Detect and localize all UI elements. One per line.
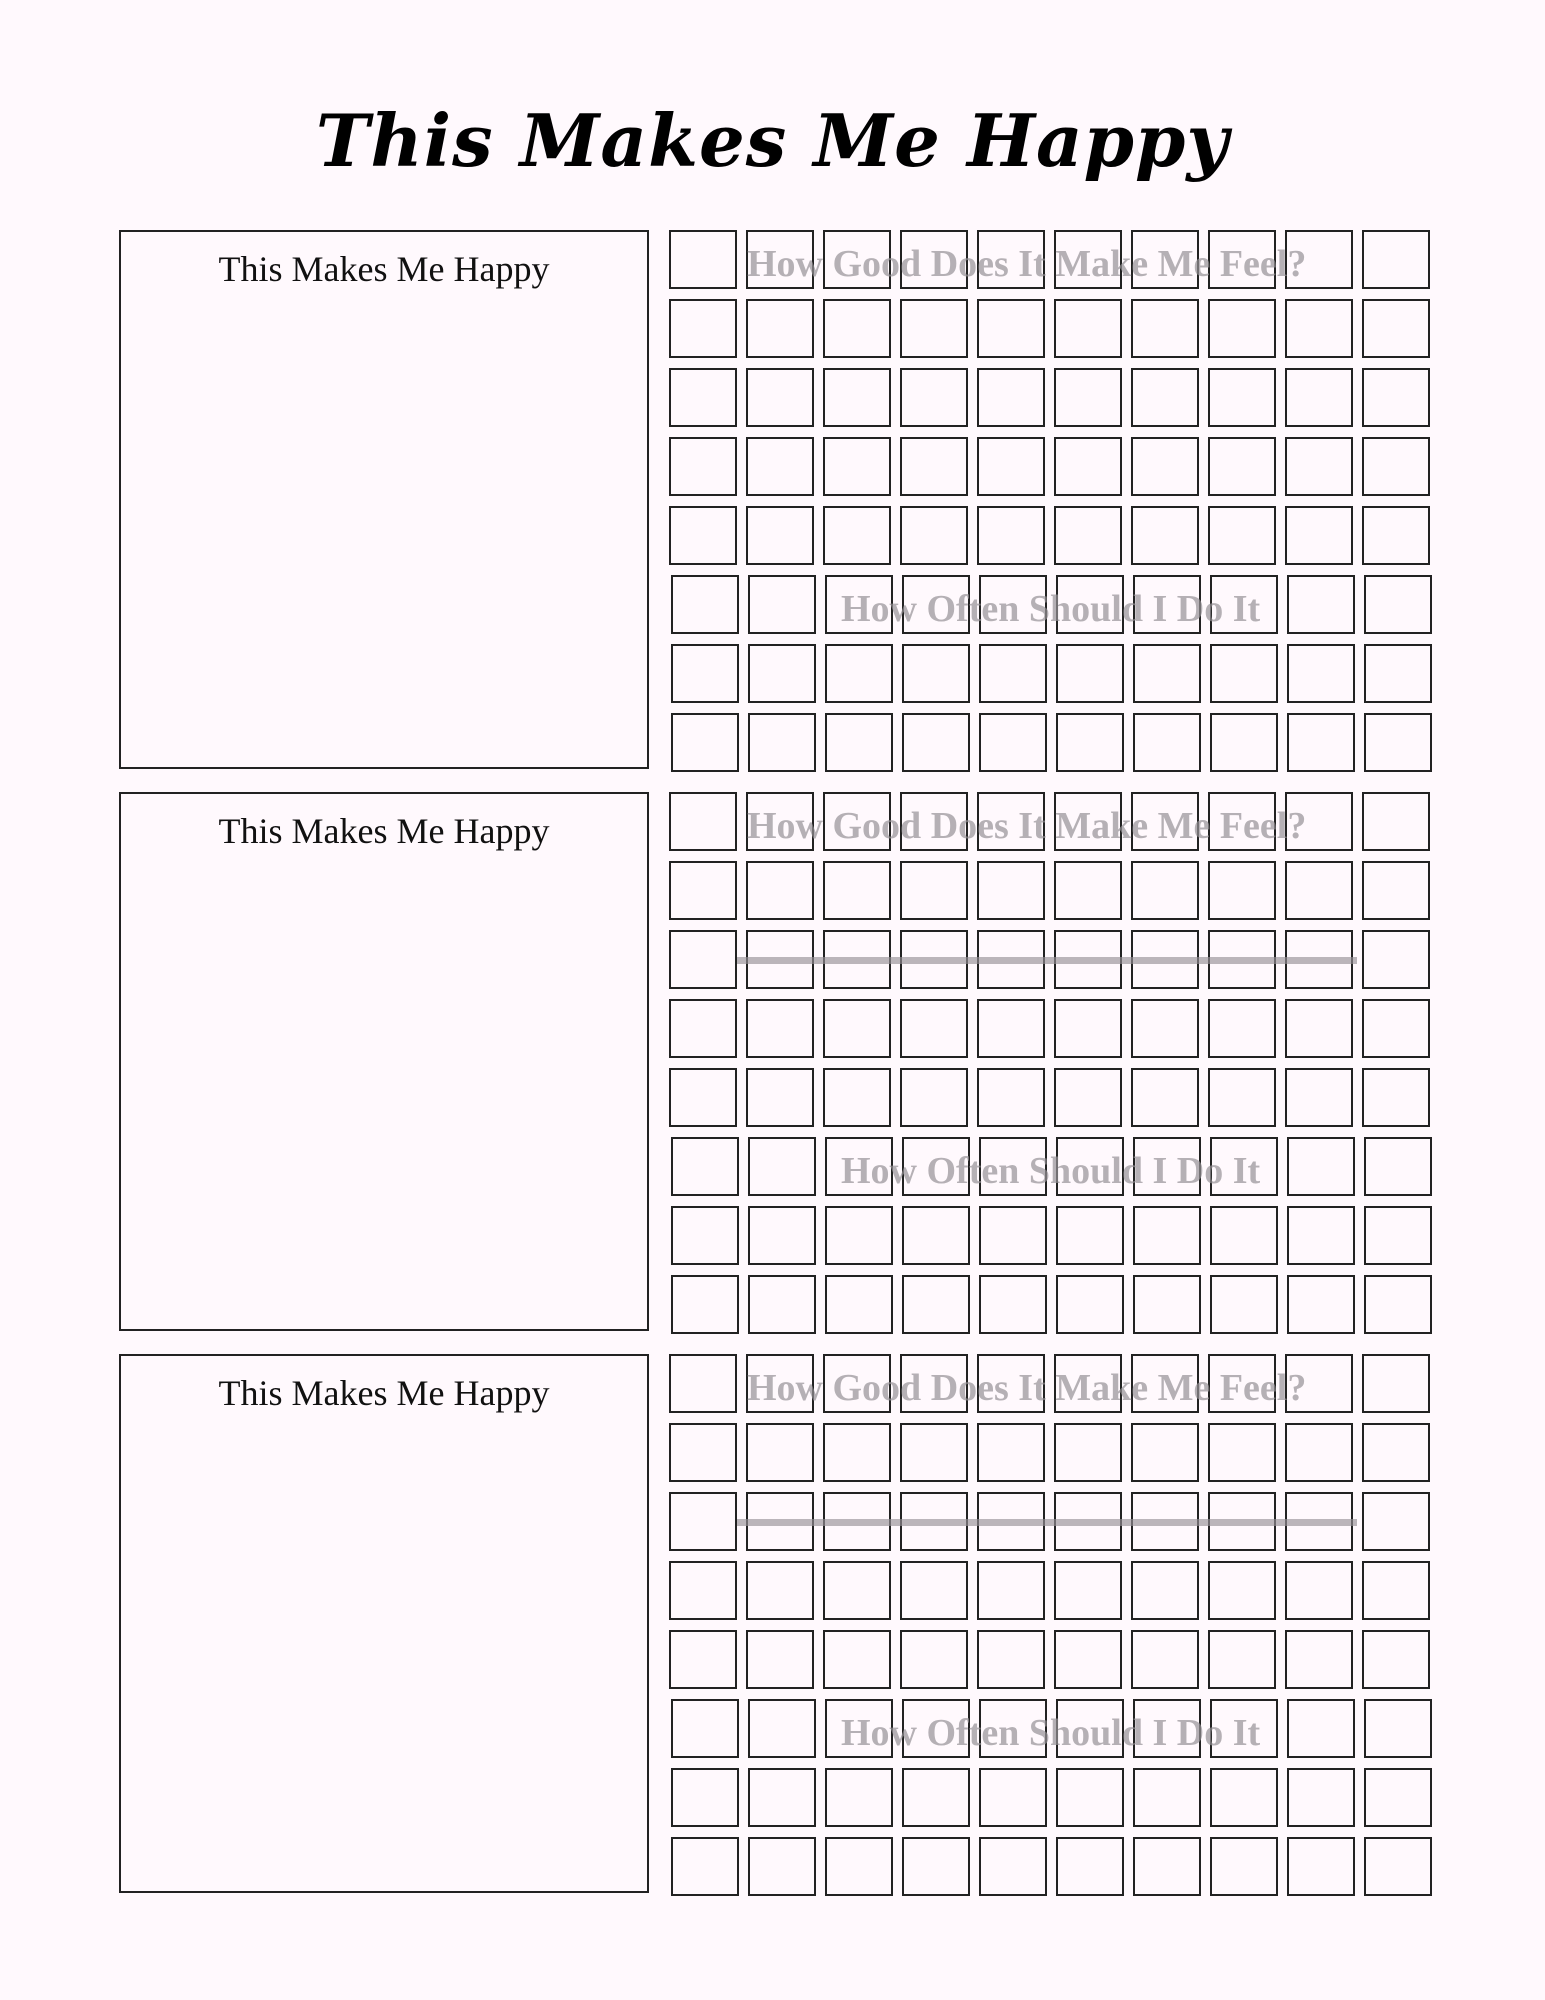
grid-checkbox-cell[interactable] — [977, 368, 1045, 427]
grid-checkbox-cell[interactable] — [1054, 230, 1122, 289]
grid-checkbox-cell[interactable] — [1208, 999, 1276, 1058]
grid-row — [669, 299, 1449, 359]
grid-checkbox-cell[interactable] — [1287, 1206, 1355, 1265]
grid-checkbox-cell[interactable] — [1054, 999, 1122, 1058]
grid-checkbox-cell[interactable] — [1210, 713, 1278, 772]
grid-checkbox-cell[interactable] — [902, 575, 970, 634]
grid-checkbox-cell[interactable] — [669, 230, 737, 289]
grid-row — [671, 1837, 1451, 1897]
grid-checkbox-cell[interactable] — [1364, 1699, 1432, 1758]
grid-checkbox-cell[interactable] — [1133, 713, 1201, 772]
grid-checkbox-cell[interactable] — [1131, 506, 1199, 565]
frequency-scale-label: How Often Should I Do It — [841, 588, 1261, 630]
grid-checkbox-cell[interactable] — [1285, 1423, 1353, 1482]
grid-checkbox-cell[interactable] — [748, 713, 816, 772]
grid-checkbox-cell[interactable] — [746, 299, 814, 358]
grid-checkbox-cell[interactable] — [1362, 1561, 1430, 1620]
grid-checkbox-cell[interactable] — [823, 368, 891, 427]
textbox-heading: This Makes Me Happy — [218, 1373, 550, 1413]
grid-checkbox-cell[interactable] — [1362, 230, 1430, 289]
grid-checkbox-cell[interactable] — [1208, 230, 1276, 289]
grid-checkbox-cell[interactable] — [1131, 861, 1199, 920]
grid-checkbox-cell[interactable] — [748, 1206, 816, 1265]
grid-checkbox-cell[interactable] — [669, 1561, 737, 1620]
grid-checkbox-cell[interactable] — [902, 1699, 970, 1758]
grid-checkbox-cell[interactable] — [1056, 1137, 1124, 1196]
grid-row — [671, 1137, 1451, 1197]
grid-checkbox-cell[interactable] — [902, 1768, 970, 1827]
grid-checkbox-cell[interactable] — [1285, 999, 1353, 1058]
grid-checkbox-cell[interactable] — [977, 1423, 1045, 1482]
grid-checkbox-cell[interactable] — [1287, 1699, 1355, 1758]
grid-checkbox-cell[interactable] — [671, 713, 739, 772]
grid-checkbox-cell[interactable] — [1208, 437, 1276, 496]
grid-checkbox-cell[interactable] — [1364, 713, 1432, 772]
grid-checkbox-cell[interactable] — [671, 1206, 739, 1265]
grid-checkbox-cell[interactable] — [748, 1275, 816, 1334]
happy-thing-textbox[interactable] — [119, 1354, 649, 1893]
grid-checkbox-cell[interactable] — [1054, 1068, 1122, 1127]
grid-checkbox-cell[interactable] — [1054, 1561, 1122, 1620]
grid-checkbox-cell[interactable] — [1133, 644, 1201, 703]
grid-checkbox-cell[interactable] — [1131, 1561, 1199, 1620]
grid-checkbox-cell[interactable] — [1131, 1423, 1199, 1482]
grid-checkbox-cell[interactable] — [1208, 1561, 1276, 1620]
grid-checkbox-cell[interactable] — [1364, 644, 1432, 703]
grid-checkbox-cell[interactable] — [669, 930, 737, 989]
grid-checkbox-cell[interactable] — [671, 644, 739, 703]
grid-checkbox-cell[interactable] — [1364, 1206, 1432, 1265]
grid-checkbox-cell[interactable] — [979, 1206, 1047, 1265]
grid-checkbox-cell[interactable] — [1133, 1206, 1201, 1265]
grid-checkbox-cell[interactable] — [979, 713, 1047, 772]
grid-checkbox-cell[interactable] — [900, 1068, 968, 1127]
grid-checkbox-cell[interactable] — [671, 1699, 739, 1758]
grid-checkbox-cell[interactable] — [979, 1275, 1047, 1334]
grid-checkbox-cell[interactable] — [900, 1630, 968, 1689]
grid-checkbox-cell[interactable] — [1131, 437, 1199, 496]
grid-checkbox-cell[interactable] — [1056, 713, 1124, 772]
grid-checkbox-cell[interactable] — [1364, 575, 1432, 634]
grid-checkbox-cell[interactable] — [1285, 792, 1353, 851]
grid-checkbox-cell[interactable] — [1210, 1206, 1278, 1265]
grid-checkbox-cell[interactable] — [979, 1837, 1047, 1896]
grid-checkbox-cell[interactable] — [1208, 1630, 1276, 1689]
grid-checkbox-cell[interactable] — [1054, 299, 1122, 358]
grid-row — [671, 575, 1451, 635]
grid-checkbox-cell[interactable] — [1362, 506, 1430, 565]
grid-row — [669, 792, 1449, 852]
grid-checkbox-cell[interactable] — [748, 644, 816, 703]
grid-checkbox-cell[interactable] — [1362, 437, 1430, 496]
grid-checkbox-cell[interactable] — [977, 230, 1045, 289]
strike-line — [737, 1519, 1357, 1526]
grid-checkbox-cell[interactable] — [1054, 437, 1122, 496]
grid-checkbox-cell[interactable] — [900, 1423, 968, 1482]
grid-row — [669, 1423, 1449, 1483]
grid-checkbox-cell[interactable] — [823, 1068, 891, 1127]
grid-checkbox-cell[interactable] — [1133, 1837, 1201, 1896]
grid-checkbox-cell[interactable] — [825, 1699, 893, 1758]
grid-checkbox-cell[interactable] — [1285, 368, 1353, 427]
grid-checkbox-cell[interactable] — [977, 437, 1045, 496]
grid-row — [671, 1768, 1451, 1828]
grid-checkbox-cell[interactable] — [1133, 1768, 1201, 1827]
grid-checkbox-cell[interactable] — [1285, 861, 1353, 920]
grid-checkbox-cell[interactable] — [669, 1354, 737, 1413]
grid-checkbox-cell[interactable] — [1285, 1630, 1353, 1689]
grid-checkbox-cell[interactable] — [823, 437, 891, 496]
grid-checkbox-cell[interactable] — [902, 644, 970, 703]
grid-checkbox-cell[interactable] — [669, 1630, 737, 1689]
grid-checkbox-cell[interactable] — [900, 506, 968, 565]
grid-checkbox-cell[interactable] — [1131, 1068, 1199, 1127]
grid-checkbox-cell[interactable] — [748, 1699, 816, 1758]
grid-checkbox-cell[interactable] — [671, 575, 739, 634]
grid-checkbox-cell[interactable] — [825, 575, 893, 634]
grid-checkbox-cell[interactable] — [1133, 575, 1201, 634]
grid-checkbox-cell[interactable] — [1056, 1768, 1124, 1827]
grid-row — [671, 1275, 1451, 1335]
grid-checkbox-cell[interactable] — [825, 644, 893, 703]
grid-checkbox-cell[interactable] — [1364, 1275, 1432, 1334]
grid-checkbox-cell[interactable] — [1208, 792, 1276, 851]
textbox-heading: This Makes Me Happy — [218, 811, 550, 851]
grid-checkbox-cell[interactable] — [748, 575, 816, 634]
textbox-heading: This Makes Me Happy — [218, 249, 550, 289]
grid-checkbox-cell[interactable] — [1287, 713, 1355, 772]
grid-checkbox-cell[interactable] — [1362, 861, 1430, 920]
grid-checkbox-cell[interactable] — [1208, 1068, 1276, 1127]
grid-checkbox-cell[interactable] — [746, 506, 814, 565]
grid-checkbox-cell[interactable] — [746, 861, 814, 920]
grid-checkbox-cell[interactable] — [1056, 1837, 1124, 1896]
grid-checkbox-cell[interactable] — [1210, 1768, 1278, 1827]
grid-checkbox-cell[interactable] — [902, 713, 970, 772]
grid-checkbox-cell[interactable] — [900, 230, 968, 289]
grid-checkbox-cell[interactable] — [825, 713, 893, 772]
grid-checkbox-cell[interactable] — [1287, 1768, 1355, 1827]
happy-thing-textbox[interactable] — [119, 230, 649, 769]
grid-checkbox-cell[interactable] — [900, 1354, 968, 1413]
grid-checkbox-cell[interactable] — [823, 999, 891, 1058]
grid-checkbox-cell[interactable] — [1131, 999, 1199, 1058]
grid-checkbox-cell[interactable] — [746, 792, 814, 851]
grid-checkbox-cell[interactable] — [900, 1561, 968, 1620]
grid-checkbox-cell[interactable] — [1054, 792, 1122, 851]
grid-checkbox-cell[interactable] — [1285, 506, 1353, 565]
grid-checkbox-cell[interactable] — [746, 999, 814, 1058]
grid-checkbox-cell[interactable] — [1364, 1837, 1432, 1896]
grid-checkbox-cell[interactable] — [1208, 368, 1276, 427]
grid-checkbox-cell[interactable] — [1287, 644, 1355, 703]
grid-checkbox-cell[interactable] — [746, 437, 814, 496]
frequency-scale-label: How Often Should I Do It — [841, 1150, 1261, 1192]
grid-checkbox-cell[interactable] — [825, 1137, 893, 1196]
grid-checkbox-cell[interactable] — [823, 299, 891, 358]
grid-checkbox-cell[interactable] — [1362, 999, 1430, 1058]
feel-good-scale-label: How Good Does It Make Me Feel? — [747, 1367, 1307, 1409]
page-title: This Makes Me Happy — [315, 98, 1230, 183]
grid-checkbox-cell[interactable] — [1210, 1275, 1278, 1334]
grid-checkbox-cell[interactable] — [977, 506, 1045, 565]
grid-checkbox-cell[interactable] — [669, 999, 737, 1058]
grid-checkbox-cell[interactable] — [1054, 368, 1122, 427]
grid-checkbox-cell[interactable] — [979, 644, 1047, 703]
grid-checkbox-cell[interactable] — [1133, 1137, 1201, 1196]
grid-checkbox-cell[interactable] — [902, 1837, 970, 1896]
grid-checkbox-cell[interactable] — [900, 792, 968, 851]
grid-checkbox-cell[interactable] — [1131, 230, 1199, 289]
grid-checkbox-cell[interactable] — [1210, 575, 1278, 634]
grid-checkbox-cell[interactable] — [671, 1275, 739, 1334]
grid-checkbox-cell[interactable] — [1056, 575, 1124, 634]
grid-row — [669, 506, 1449, 566]
strike-line — [737, 957, 1357, 964]
grid-checkbox-cell[interactable] — [669, 861, 737, 920]
grid-checkbox-cell[interactable] — [823, 1561, 891, 1620]
grid-checkbox-cell[interactable] — [977, 1561, 1045, 1620]
grid-checkbox-cell[interactable] — [1362, 1492, 1430, 1551]
grid-checkbox-cell[interactable] — [1210, 1837, 1278, 1896]
grid-checkbox-cell[interactable] — [1287, 1275, 1355, 1334]
grid-checkbox-cell[interactable] — [823, 1423, 891, 1482]
grid-checkbox-cell[interactable] — [1054, 506, 1122, 565]
happy-thing-textbox[interactable] — [119, 792, 649, 1331]
grid-row — [671, 713, 1451, 773]
grid-checkbox-cell[interactable] — [900, 368, 968, 427]
grid-checkbox-cell[interactable] — [1054, 1354, 1122, 1413]
grid-checkbox-cell[interactable] — [823, 230, 891, 289]
grid-checkbox-cell[interactable] — [669, 299, 737, 358]
grid-checkbox-cell[interactable] — [1362, 792, 1430, 851]
grid-checkbox-cell[interactable] — [825, 1275, 893, 1334]
grid-checkbox-cell[interactable] — [900, 299, 968, 358]
grid-checkbox-cell[interactable] — [746, 230, 814, 289]
grid-checkbox-cell[interactable] — [825, 1837, 893, 1896]
grid-checkbox-cell[interactable] — [1362, 299, 1430, 358]
grid-checkbox-cell[interactable] — [1131, 1354, 1199, 1413]
grid-row — [671, 1206, 1451, 1266]
rating-grid — [669, 792, 1439, 1337]
grid-checkbox-cell[interactable] — [1287, 1837, 1355, 1896]
grid-checkbox-cell[interactable] — [900, 437, 968, 496]
grid-checkbox-cell[interactable] — [902, 1206, 970, 1265]
grid-checkbox-cell[interactable] — [902, 1275, 970, 1334]
grid-checkbox-cell[interactable] — [1208, 1423, 1276, 1482]
grid-checkbox-cell[interactable] — [746, 1354, 814, 1413]
grid-checkbox-cell[interactable] — [1133, 1699, 1201, 1758]
grid-checkbox-cell[interactable] — [1285, 299, 1353, 358]
grid-checkbox-cell[interactable] — [746, 1068, 814, 1127]
grid-row — [669, 999, 1449, 1059]
grid-checkbox-cell[interactable] — [669, 792, 737, 851]
grid-checkbox-cell[interactable] — [748, 1768, 816, 1827]
grid-checkbox-cell[interactable] — [979, 1699, 1047, 1758]
grid-checkbox-cell[interactable] — [979, 575, 1047, 634]
grid-checkbox-cell[interactable] — [1364, 1768, 1432, 1827]
grid-row — [669, 861, 1449, 921]
feel-good-scale-label: How Good Does It Make Me Feel? — [747, 805, 1307, 847]
grid-row — [669, 1561, 1449, 1621]
grid-checkbox-cell[interactable] — [979, 1768, 1047, 1827]
grid-checkbox-cell[interactable] — [902, 1137, 970, 1196]
grid-checkbox-cell[interactable] — [977, 792, 1045, 851]
grid-row — [669, 230, 1449, 290]
grid-checkbox-cell[interactable] — [746, 1561, 814, 1620]
happy-entry-block — [0, 230, 1545, 775]
grid-checkbox-cell[interactable] — [1056, 1206, 1124, 1265]
grid-checkbox-cell[interactable] — [1210, 1699, 1278, 1758]
grid-row — [669, 1630, 1449, 1690]
grid-checkbox-cell[interactable] — [1131, 1630, 1199, 1689]
grid-checkbox-cell[interactable] — [1285, 230, 1353, 289]
grid-row — [669, 1068, 1449, 1128]
grid-checkbox-cell[interactable] — [1285, 1561, 1353, 1620]
grid-checkbox-cell[interactable] — [1210, 644, 1278, 703]
grid-row — [671, 1699, 1451, 1759]
grid-checkbox-cell[interactable] — [671, 1137, 739, 1196]
grid-checkbox-cell[interactable] — [977, 1354, 1045, 1413]
grid-checkbox-cell[interactable] — [1133, 1275, 1201, 1334]
grid-checkbox-cell[interactable] — [823, 792, 891, 851]
grid-checkbox-cell[interactable] — [1362, 1068, 1430, 1127]
happy-entry-block — [0, 792, 1545, 1337]
grid-checkbox-cell[interactable] — [823, 1354, 891, 1413]
grid-checkbox-cell[interactable] — [1364, 1137, 1432, 1196]
grid-row — [669, 1354, 1449, 1414]
grid-checkbox-cell[interactable] — [1054, 1423, 1122, 1482]
grid-checkbox-cell[interactable] — [671, 1837, 739, 1896]
frequency-scale-label: How Often Should I Do It — [841, 1712, 1261, 1754]
grid-checkbox-cell[interactable] — [1285, 437, 1353, 496]
grid-checkbox-cell[interactable] — [671, 1768, 739, 1827]
grid-checkbox-cell[interactable] — [1131, 792, 1199, 851]
grid-checkbox-cell[interactable] — [1362, 1354, 1430, 1413]
grid-checkbox-cell[interactable] — [1362, 368, 1430, 427]
grid-checkbox-cell[interactable] — [1362, 1630, 1430, 1689]
grid-checkbox-cell[interactable] — [669, 1068, 737, 1127]
grid-checkbox-cell[interactable] — [823, 506, 891, 565]
grid-checkbox-cell[interactable] — [823, 1630, 891, 1689]
grid-checkbox-cell[interactable] — [1054, 1630, 1122, 1689]
happy-entry-block — [0, 1354, 1545, 1899]
grid-checkbox-cell[interactable] — [669, 506, 737, 565]
grid-checkbox-cell[interactable] — [1056, 644, 1124, 703]
grid-checkbox-cell[interactable] — [977, 299, 1045, 358]
grid-checkbox-cell[interactable] — [977, 861, 1045, 920]
grid-checkbox-cell[interactable] — [746, 1423, 814, 1482]
grid-checkbox-cell[interactable] — [900, 999, 968, 1058]
grid-checkbox-cell[interactable] — [1362, 1423, 1430, 1482]
grid-checkbox-cell[interactable] — [746, 368, 814, 427]
grid-checkbox-cell[interactable] — [746, 1630, 814, 1689]
grid-checkbox-cell[interactable] — [1056, 1275, 1124, 1334]
grid-checkbox-cell[interactable] — [748, 1137, 816, 1196]
grid-row — [669, 437, 1449, 497]
grid-checkbox-cell[interactable] — [1362, 930, 1430, 989]
grid-checkbox-cell[interactable] — [825, 1768, 893, 1827]
rating-grid — [669, 230, 1439, 775]
grid-checkbox-cell[interactable] — [1287, 575, 1355, 634]
rating-grid — [669, 1354, 1439, 1899]
grid-checkbox-cell[interactable] — [825, 1206, 893, 1265]
grid-checkbox-cell[interactable] — [1210, 1137, 1278, 1196]
grid-checkbox-cell[interactable] — [977, 999, 1045, 1058]
feel-good-scale-label: How Good Does It Make Me Feel? — [747, 243, 1307, 285]
grid-checkbox-cell[interactable] — [900, 861, 968, 920]
grid-checkbox-cell[interactable] — [1054, 861, 1122, 920]
grid-row — [669, 368, 1449, 428]
grid-checkbox-cell[interactable] — [1287, 1137, 1355, 1196]
grid-checkbox-cell[interactable] — [1208, 861, 1276, 920]
grid-checkbox-cell[interactable] — [1208, 506, 1276, 565]
grid-checkbox-cell[interactable] — [979, 1137, 1047, 1196]
grid-checkbox-cell[interactable] — [1285, 1354, 1353, 1413]
grid-checkbox-cell[interactable] — [1208, 1354, 1276, 1413]
grid-checkbox-cell[interactable] — [669, 1492, 737, 1551]
grid-checkbox-cell[interactable] — [1056, 1699, 1124, 1758]
grid-checkbox-cell[interactable] — [1131, 368, 1199, 427]
grid-row — [671, 644, 1451, 704]
grid-checkbox-cell[interactable] — [1131, 299, 1199, 358]
grid-checkbox-cell[interactable] — [1285, 1068, 1353, 1127]
grid-checkbox-cell[interactable] — [977, 1630, 1045, 1689]
grid-checkbox-cell[interactable] — [669, 437, 737, 496]
grid-checkbox-cell[interactable] — [1208, 299, 1276, 358]
grid-checkbox-cell[interactable] — [669, 368, 737, 427]
grid-checkbox-cell[interactable] — [748, 1837, 816, 1896]
grid-checkbox-cell[interactable] — [669, 1423, 737, 1482]
grid-checkbox-cell[interactable] — [823, 861, 891, 920]
grid-checkbox-cell[interactable] — [977, 1068, 1045, 1127]
